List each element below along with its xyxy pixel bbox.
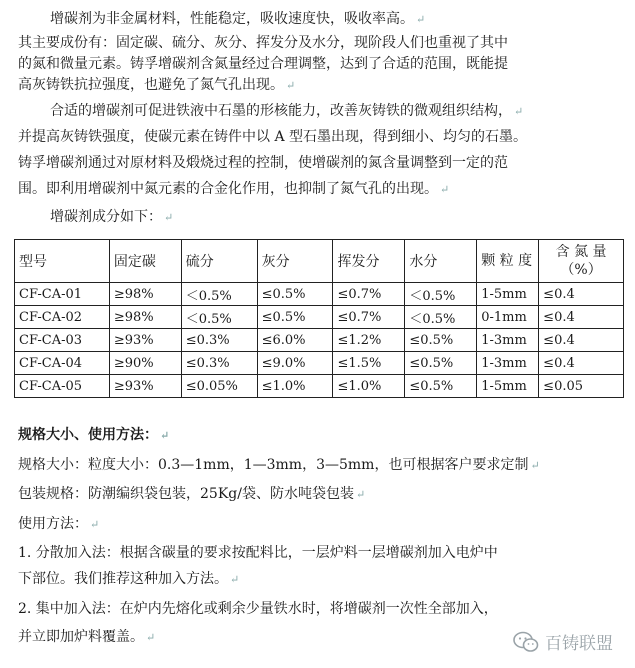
usage-title: 使用方法： ↵ (18, 516, 100, 532)
spec-heading: 规格大小、使用方法： ↵ (18, 427, 170, 443)
intro-line-4: 高灰铸铁抗拉强度，也避免了氮气孔出现。 ↵ (18, 77, 296, 93)
table-cell: ≥98% (109, 306, 181, 329)
intro-line-2: 其主要成份有：固定碳、硫分、灰分、挥发分及水分，现阶段人们也重视了其中 (18, 35, 508, 51)
table-cell: 1-3mm (477, 329, 539, 352)
header-cell: 挥发分 (333, 240, 405, 283)
table-cell: 1-5mm (477, 375, 539, 398)
table-cell: ＜0.5% (405, 283, 477, 306)
table-cell: ≤1.2% (333, 329, 405, 352)
table-cell: ＜0.5% (405, 306, 477, 329)
paragraph-mark-icon: ↵ (514, 105, 524, 118)
table-cell: ≤0.7% (333, 283, 405, 306)
table-cell: 1-3mm (477, 352, 539, 375)
table-cell: ＜0.5% (181, 283, 257, 306)
table-cell: ≥93% (109, 375, 181, 398)
paragraph-mark-icon: ↵ (355, 488, 366, 501)
paragraph-mark-icon: ↵ (416, 13, 426, 26)
table-cell: ≤0.4 (539, 306, 624, 329)
table-cell: ≤0.05 (539, 375, 624, 398)
header-cell: 灰分 (257, 240, 333, 283)
table-header-row (15, 240, 624, 283)
table-cell: ≥93% (109, 329, 181, 352)
paragraph-mark-icon: ↵ (160, 429, 170, 442)
header-cell: 固定碳 (109, 240, 181, 283)
table-row (15, 375, 624, 398)
paragraph-mark-icon: ↵ (440, 183, 450, 196)
table-cell: ≤0.3% (181, 352, 257, 375)
composition-table (14, 239, 624, 398)
table-row (15, 329, 624, 352)
intro-line-3: 的氮和微量元素。铸孚增碳剂含氮量经过合理调整，达到了合适的范围，既能提 (18, 56, 508, 72)
table-cell: ≤9.0% (257, 352, 333, 375)
table-cell: ≤1.0% (333, 375, 405, 398)
wechat-icon (513, 631, 539, 653)
table-cell: ≤0.3% (181, 329, 257, 352)
table-cell: CF-CA-02 (15, 306, 110, 329)
header-cell: 水分 (405, 240, 477, 283)
header-cell: 颗 粒 度 (477, 240, 539, 283)
table-cell: ≤0.5% (257, 306, 333, 329)
table-cell: ≤6.0% (257, 329, 333, 352)
intro-line-1: 增碳剂为非金属材料，性能稳定，吸收速度快，吸收率高。 ↵ (50, 11, 426, 27)
paragraph-mark-icon: ↵ (164, 211, 174, 224)
table-cell: ≤0.4 (539, 352, 624, 375)
method-1-line-1: 1. 分散加入法：根据含碳量的要求按配料比，一层炉料一层增碳剂加入电炉中 (18, 545, 498, 561)
header-cell: 含 氮 量（%） (539, 240, 624, 283)
paragraph-mark-icon: ↵ (286, 79, 296, 92)
table-cell: ≥98% (109, 283, 181, 306)
para2-line-3: 铸孚增碳剂通过对原材料及煅烧过程的控制，使增碳剂的氮含量调整到一定的范 (18, 155, 508, 171)
table-cell: ≤0.4 (539, 283, 624, 306)
header-cell: 型号 (15, 240, 110, 283)
table-cell: ≤0.5% (405, 329, 477, 352)
paragraph-mark-icon: ↵ (230, 573, 240, 586)
table-cell: 0-1mm (477, 306, 539, 329)
table-cell: 1-5mm (477, 283, 539, 306)
para2-line-2: 并提高灰铸铁强度，使碳元素在铸件中以 A 型石墨出现，得到细小、均匀的石墨。 (18, 129, 528, 145)
paragraph-mark-icon: ↵ (530, 459, 540, 472)
table-cell: ≤0.05% (181, 375, 257, 398)
method-2-line-2: 并立即加炉料覆盖。 ↵ (18, 629, 156, 645)
para2-line-4: 围。即利用增碳剂中氮元素的合金化作用，也抑制了氮气孔的出现。 ↵ (18, 181, 450, 197)
table-cell: ≤0.5% (405, 352, 477, 375)
table-cell: ＜0.5% (181, 306, 257, 329)
table-cell: CF-CA-03 (15, 329, 110, 352)
table-cell: ≤1.0% (257, 375, 333, 398)
table-cell: CF-CA-01 (15, 283, 110, 306)
table-row (15, 306, 624, 329)
para2-line-1: 合适的增碳剂可促进铁液中石墨的形核能力，改善灰铸铁的微观组织结构， ↵ (50, 103, 524, 119)
method-2-line-1: 2. 集中加入法：在炉内先熔化或剩余少量铁水时，将增碳剂一次性全部加入， (18, 601, 498, 617)
table-row (15, 352, 624, 375)
table-cell: ≤0.5% (405, 375, 477, 398)
table-cell: ≥90% (109, 352, 181, 375)
watermark-text: 百铸联盟 (545, 634, 613, 654)
spec-size: 规格大小：粒度大小：0.3—1mm，1—3mm，3—5mm，也可根据客户要求定制 ↵ (18, 457, 540, 473)
method-1-line-2: 下部位。我们推荐这种加入方法。 ↵ (18, 571, 240, 587)
table-intro: 增碳剂成分如下： ↵ (50, 209, 174, 225)
table-cell: CF-CA-05 (15, 375, 110, 398)
table-row (15, 283, 624, 306)
table-cell: CF-CA-04 (15, 352, 110, 375)
table-cell: ≤0.5% (257, 283, 333, 306)
table-cell: ≤0.4 (539, 329, 624, 352)
header-cell: 硫分 (181, 240, 257, 283)
packaging: 包装规格：防潮编织袋包装，25Kg/袋、防水吨袋包装 ↵ (18, 486, 366, 502)
table-cell: ≤1.5% (333, 352, 405, 375)
table-cell: ≤0.7% (333, 306, 405, 329)
paragraph-mark-icon: ↵ (146, 631, 156, 644)
paragraph-mark-icon: ↵ (90, 518, 100, 531)
watermark (513, 629, 613, 654)
